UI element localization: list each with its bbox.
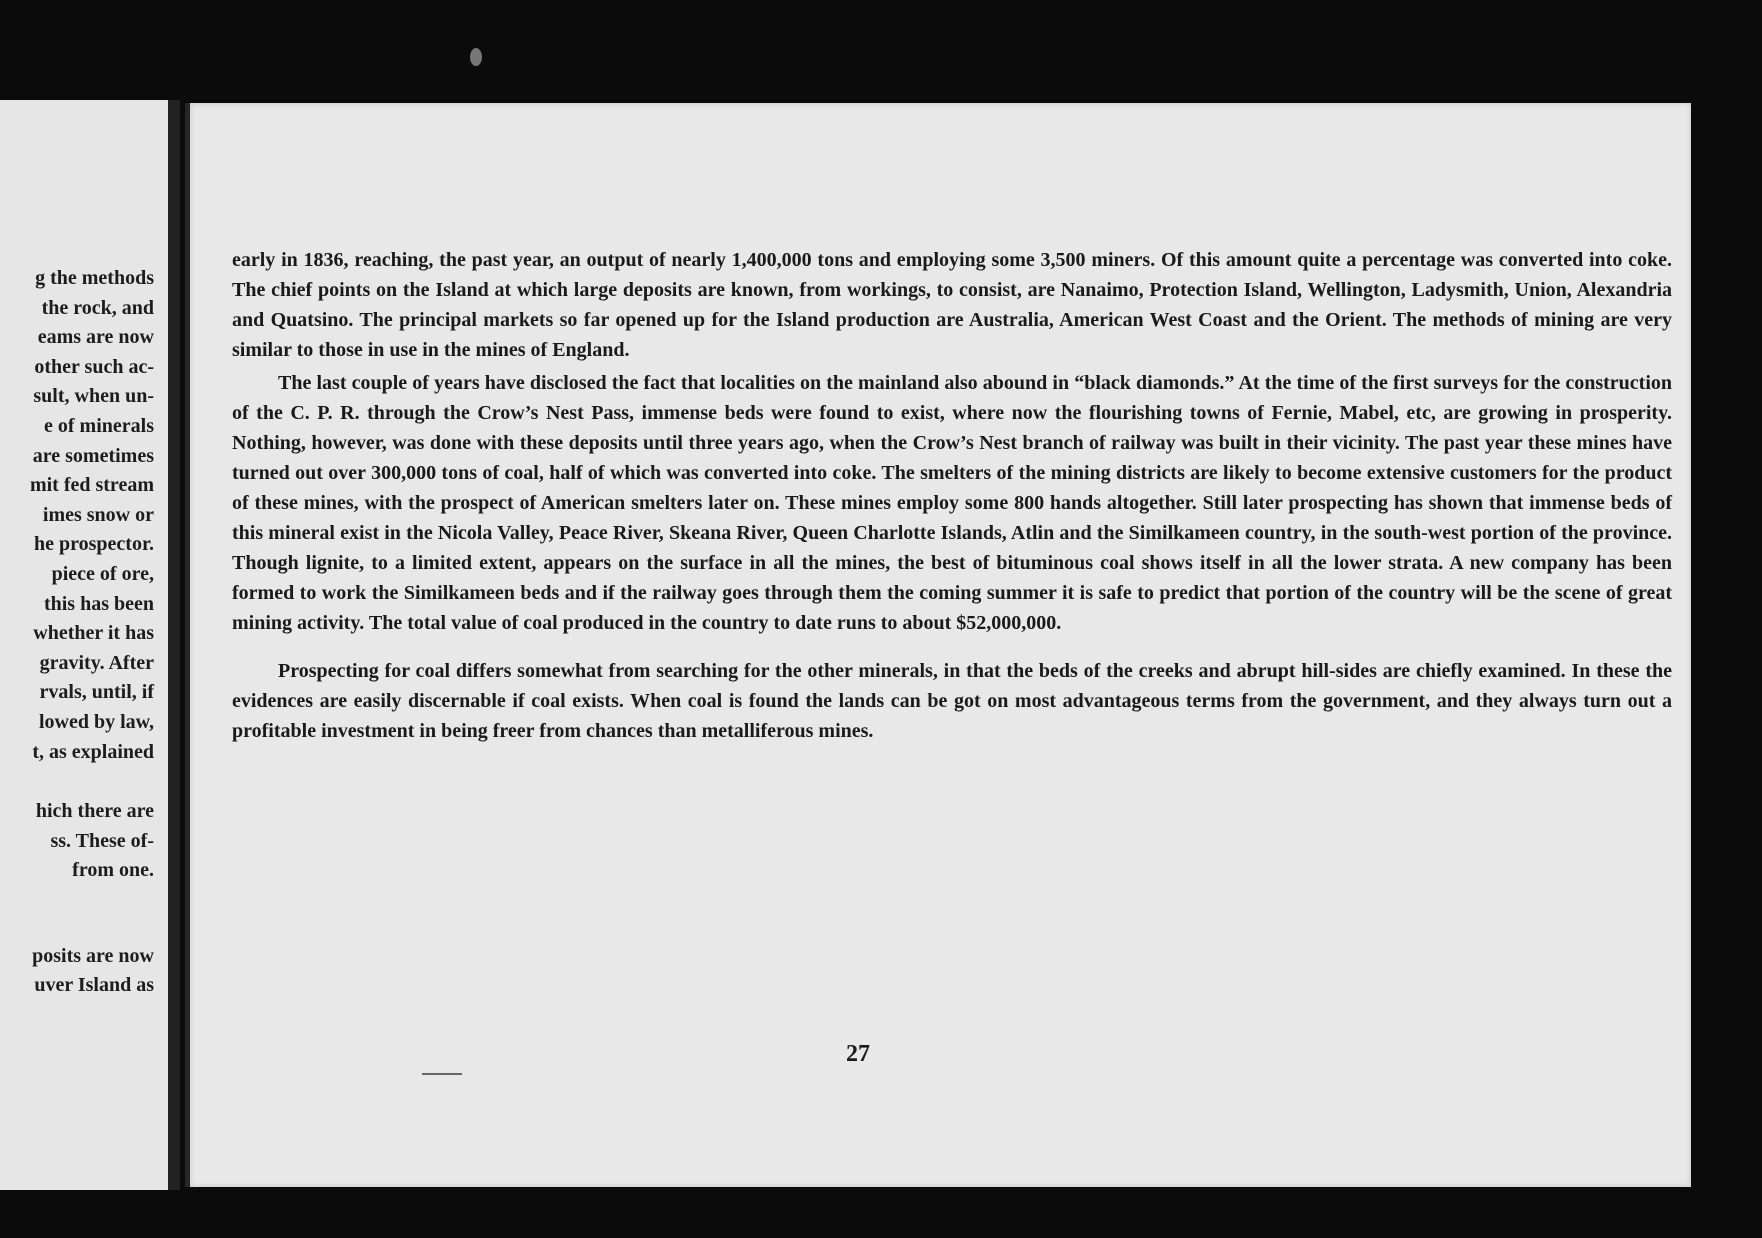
page-number: 27 xyxy=(846,1041,870,1067)
paragraph-gap xyxy=(0,886,154,942)
text-line: mit fed stream xyxy=(29,474,154,497)
text-line: g the methods xyxy=(35,267,154,289)
scan-artifact xyxy=(422,1073,462,1075)
text-line: rvals, until, if xyxy=(39,681,154,704)
body-text xyxy=(232,245,1672,746)
page-spine xyxy=(168,100,180,1190)
text-line: this has been xyxy=(43,592,154,615)
text-line: uver Island as xyxy=(34,974,154,997)
text-line: gravity. After xyxy=(39,651,154,674)
text-line: the rock, and xyxy=(41,296,154,319)
text-line: imes snow or xyxy=(42,503,154,526)
text-line: hich there are xyxy=(35,800,154,823)
text-line: are sometimes xyxy=(32,444,154,467)
text-line: eams are now xyxy=(37,326,154,349)
paragraph-gap xyxy=(0,767,154,797)
text-line: t, as explained xyxy=(32,740,154,763)
text-line: other such ac- xyxy=(34,355,154,378)
text-line: from one. xyxy=(72,859,154,882)
text-line: lowed by law, xyxy=(38,710,154,733)
main-page xyxy=(190,103,1691,1187)
text-line: ss. These of- xyxy=(50,829,154,852)
paragraph: early in 1836, reaching, the past year, an output of nearly 1,400,000 tons and employing some 3,500 miners. Of this amount quite a percentage was converted into coke. The chief points on the Island at which large deposits are known, from workings, to consist, are Nanaimo, Protection Island, Wellington, Ladysmith, Union, Alexandria and Quatsino. The principal markets so far opened up for the Island production are Australia, American West Coast and the Orient. The methods of mining are very similar to those in use in the mines of England. xyxy=(232,249,1672,361)
paragraph: The last couple of years have disclosed the fact that localities on the mainland also abound in “black diamonds.” At the time of the first surveys for the construction of the C. P. R. through the Crow’s Nest Pass, immense beds were found to exist, where now the flourishing towns of Fernie, Mabel, etc, are growing in prosperity. Nothing, however, was done with these deposits until three years ago, when the Crow’s Nest branch of railway was built in their vicinity. The past year these mines have turned out over 300,000 tons of coal, half of which was converted into coke. The smelters of the mining districts are likely to become extensive customers for the product of these mines, with the prospect of American smelters later on. These mines employ some 800 hands altogether. Still later prospecting has shown that immense beds of this mineral exist in the Nicola Valley, Peace River, Skeana River, Queen Charlotte Islands, Atlin and the Similkameen country, in the south-west portion of the province. Though lignite, to a limited extent, appears on the surface in all the mines, the best of bituminous coal shows itself in all the lower strata. A new company has been formed to work the Similkameen beds and if the railway goes through them the coming summer it is safe to predict that portion of the country will be the scene of great mining activity. The total value of coal produced in the country to date runs to about $52,000,000. xyxy=(232,372,1672,634)
text-line: e of minerals xyxy=(44,414,154,437)
text-line: sult, when un- xyxy=(33,385,154,408)
paragraph: Prospecting for coal differs somewhat from searching for the other minerals, in that the beds of the creeks and abrupt hill-sides are chiefly examined. In these the evidences are easily discernable if coal exists. When coal is found the lands can be got on most advantageous terms from the government, and they always turn out a profitable investment in being freer from chances than metalliferous mines. xyxy=(232,660,1672,742)
text-line: piece of ore, xyxy=(51,562,154,585)
scan-artifact xyxy=(470,48,482,66)
previous-page-text xyxy=(0,264,154,1001)
previous-page-edge xyxy=(0,100,180,1190)
text-line: posits are now xyxy=(32,944,154,967)
text-line: he prospector. xyxy=(34,533,154,556)
text-line: whether it has xyxy=(33,622,154,645)
